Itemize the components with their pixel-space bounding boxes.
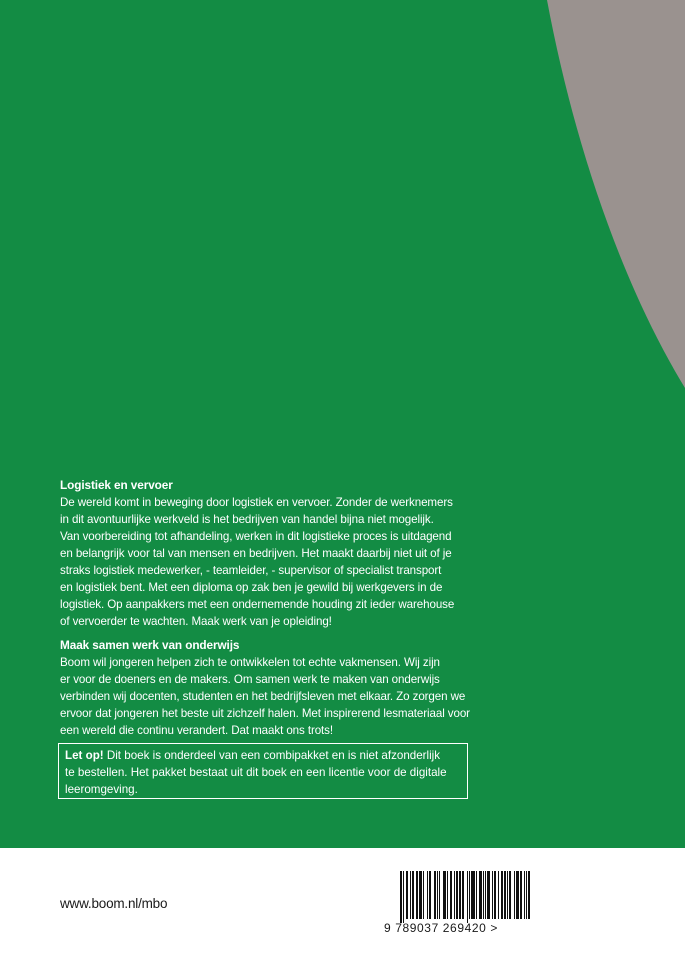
paragraph-line: Boom wil jongeren helpen zich te ontwikkelen tot echte vakmensen. Wij zijn	[60, 656, 440, 669]
paragraph-line: er voor de doeners en de makers. Om samen werk te maken van onderwijs	[60, 673, 440, 686]
notice-line-2: te bestellen. Het pakket bestaat uit dit boek en een licentie voor de digitale	[65, 766, 447, 779]
notice-label: Let op!	[65, 749, 104, 762]
notice-box	[58, 743, 468, 799]
paragraph-line: en belangrijk voor tal van mensen en bedrijven. Het maakt daarbij niet uit of je	[60, 547, 452, 560]
section-heading: Logistiek en vervoer	[60, 478, 173, 492]
paragraph-line: en logistiek bent. Met een diploma op zak ben je gewild bij werkgevers in de	[60, 581, 443, 594]
notice-line-3: leeromgeving.	[65, 783, 138, 796]
notice-text: Dit boek is onderdeel van een combipakket en is niet afzonderlijk	[103, 749, 441, 762]
paragraph-line: straks logistiek medewerker, - teamleider, - supervisor of specialist transport	[60, 564, 442, 577]
isbn-number: 9 789037 269420 >	[384, 921, 498, 935]
paragraph-line: of vervoerder te wachten. Maak werk van je opleiding!	[60, 615, 332, 628]
paragraph-line: logistiek. Op aanpakkers met een ondernemende houding zit ieder warehouse	[60, 598, 455, 611]
website-link[interactable]: www.boom.nl/mbo	[60, 896, 168, 911]
paragraph-line: De wereld komt in beweging door logistiek en vervoer. Zonder de werknemers	[60, 496, 453, 509]
section-onderwijs	[60, 637, 480, 739]
paragraph-line: een wereld die continu verandert. Dat maakt ons trots!	[60, 724, 333, 737]
notice-line-1	[65, 747, 461, 764]
section-heading: Maak samen werk van onderwijs	[60, 638, 240, 652]
section-logistiek	[60, 477, 480, 630]
paragraph-line: in dit avontuurlijke werkveld is het bedrijven van handel bijna niet mogelijk.	[60, 513, 434, 526]
paragraph-line: ervoor dat jongeren het beste uit zichzelf halen. Met inspirerend lesmateriaal voor	[60, 707, 470, 720]
paragraph-line: Van voorbereiding tot afhandeling, werken in dit logistieke proces is uitdagend	[60, 530, 452, 543]
paragraph-line: verbinden wij docenten, studenten en het bedrijfsleven met elkaar. Zo zorgen we	[60, 690, 466, 703]
